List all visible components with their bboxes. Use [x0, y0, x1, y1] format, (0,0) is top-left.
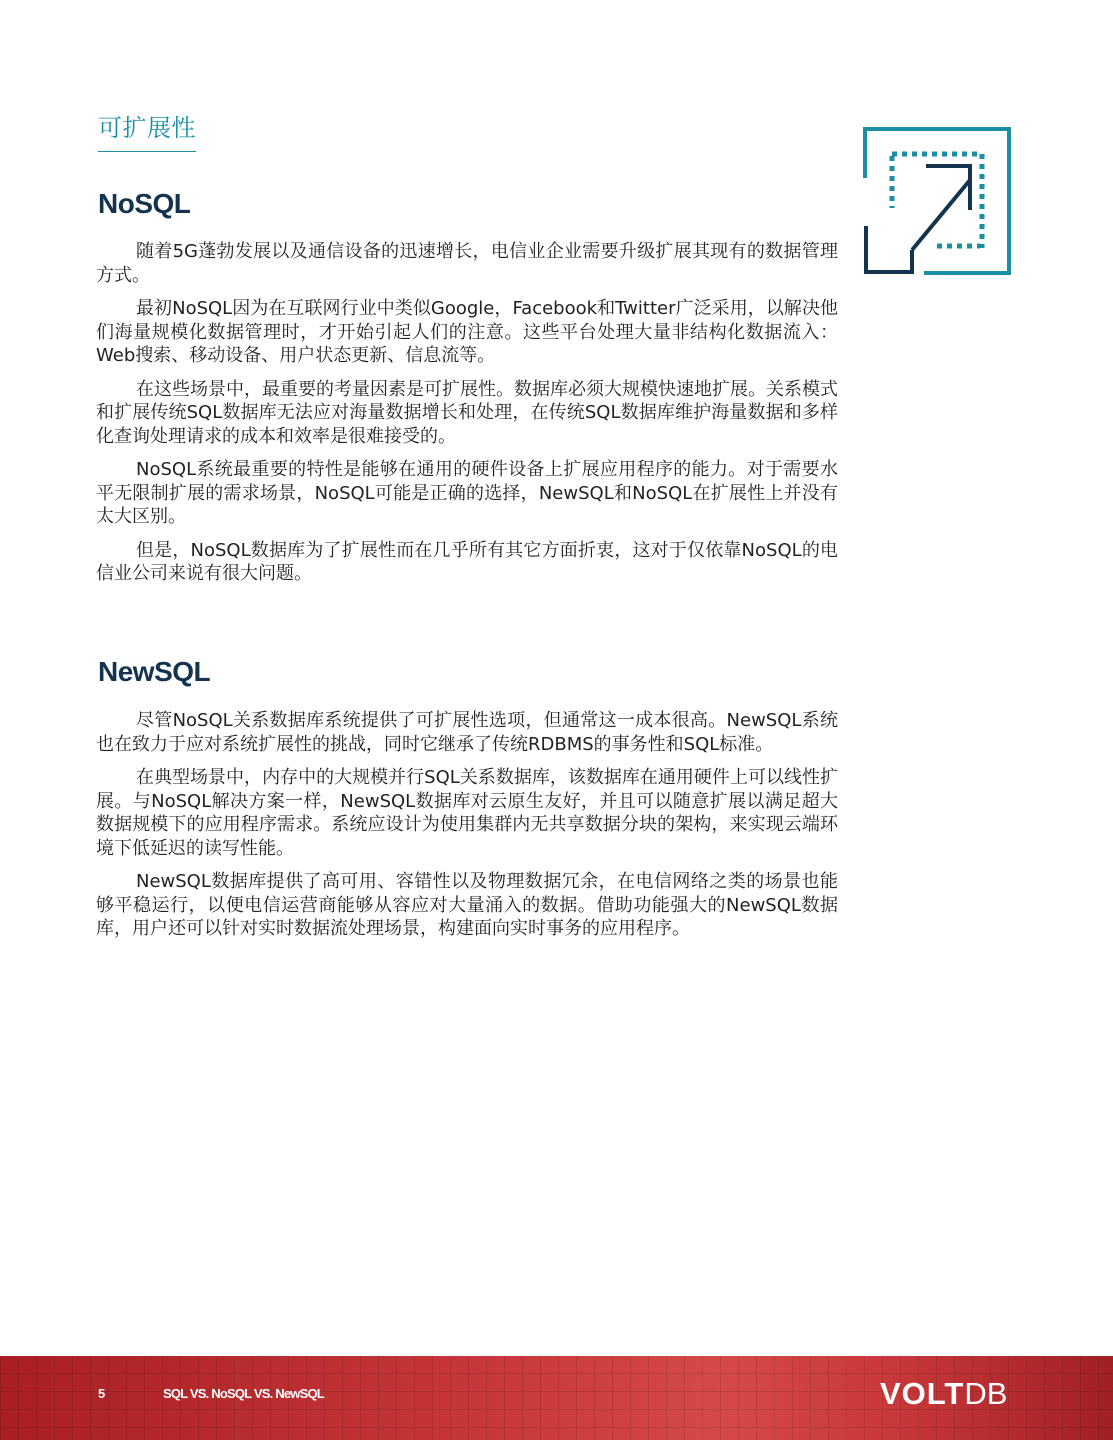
- logo-volt: VOLT: [880, 1376, 965, 1411]
- nosql-paragraph: 在这些场景中，最重要的考量因素是可扩展性。数据库必须大规模快速地扩展。关系模式和扩展传统SQL数据库无法应对海量数据增长和处理，在传统SQL数据库维护海量数据和多样化查询处理请求的成本和效率是很难接受的。: [96, 378, 838, 447]
- newsql-paragraph: NewSQL数据库提供了高可用、容错性以及物理数据冗余，在电信网络之类的场景也能够平稳运行，以便电信运营商能够从容应对大量涌入的数据。借助功能强大的NewSQL数据库，用户还可以针对实时数据流处理场景，构建面向实时事务的应用程序。: [96, 871, 838, 939]
- nosql-heading: NoSQL: [98, 188, 191, 219]
- nosql-paragraph: 随着5G蓬勃发展以及通信设备的迅速增长，电信业企业需要升级扩展其现有的数据管理方式。: [96, 241, 838, 286]
- newsql-paragraph: 尽管NoSQL关系数据库系统提供了可扩展性选项，但通常这一成本很高。NewSQL系统也在致力于应对系统扩展性的挑战，同时它继承了传统RDBMS的事务性和SQL标准。: [96, 710, 838, 755]
- document-title: SQL VS. NoSQL VS. NewSQL: [163, 1386, 324, 1401]
- footer-band: [0, 1356, 1113, 1440]
- nosql-paragraph: NoSQL系统最重要的特性是能够在通用的硬件设备上扩展应用程序的能力。对于需要水平无限制扩展的需求场景，NoSQL可能是正确的选择，NewSQL和NoSQL在扩展性上并没有太大区别。: [96, 459, 838, 527]
- logo-db: DB: [964, 1376, 1008, 1411]
- nosql-paragraph: 最初NoSQL因为在互联网行业中类似Google，Facebook和Twitter广泛采用，以解决他们海量规模化数据管理时，才开始引起人们的注意。这些平台处理大量非结构化数据流入：Web搜索、移动设备、用户状态更新、信息流等。: [96, 298, 838, 366]
- section-label: 可扩展性: [98, 108, 196, 152]
- newsql-heading: NewSQL: [98, 656, 211, 687]
- nosql-body: [96, 240, 838, 596]
- newsql-paragraph: 在典型场景中，内存中的大规模并行SQL关系数据库，该数据库在通用硬件上可以线性扩展。与NoSQL解决方案一样，NewSQL数据库对云原生友好，并且可以随意扩展以满足超大数据规模下的应用程序需求。系统应设计为使用集群内无共享数据分块的架构，来实现云端环境下低延迟的读写性能。: [96, 767, 838, 859]
- nosql-paragraph: 但是，NoSQL数据库为了扩展性而在几乎所有其它方面折衷，这对于仅依靠NoSQL的电信业公司来说有很大问题。: [96, 539, 838, 584]
- page-number: 5: [98, 1386, 106, 1401]
- expand-arrow-icon: [862, 126, 1012, 276]
- voltdb-logo: [880, 1376, 1007, 1412]
- newsql-body: [96, 709, 838, 951]
